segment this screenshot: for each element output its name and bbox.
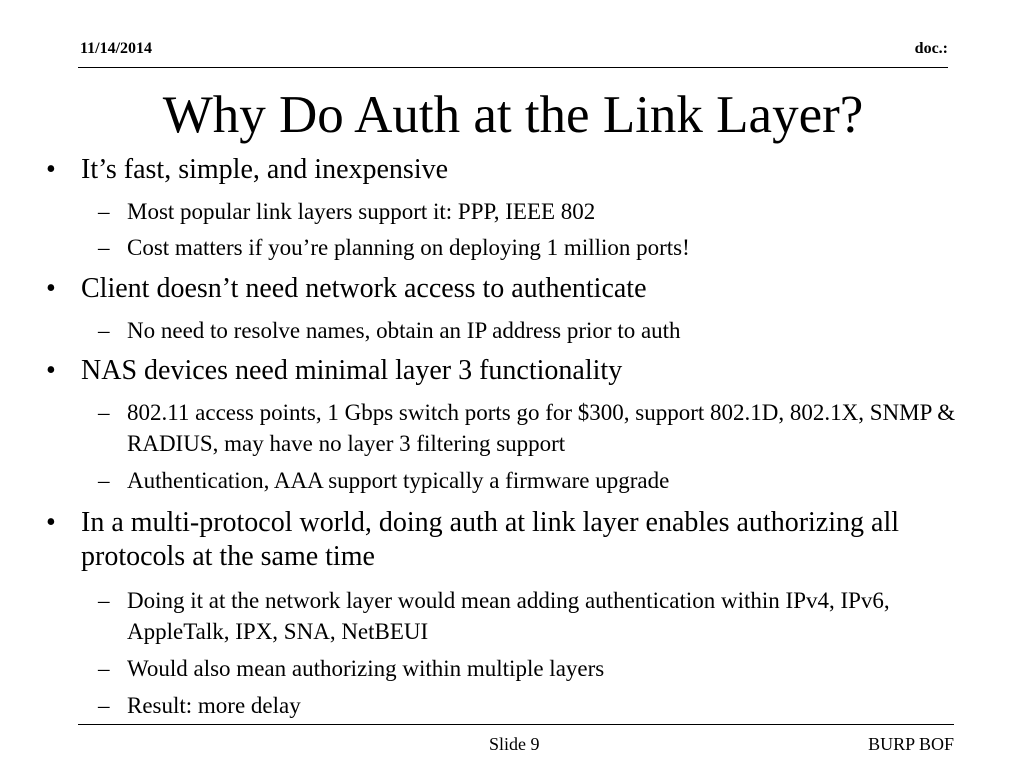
dash-icon: –: [98, 235, 110, 260]
bullet-4: [46, 506, 951, 574]
dash-icon: –: [98, 199, 110, 224]
bullet-dot-icon: •: [46, 154, 56, 185]
bullet-1-text: It’s fast, simple, and inexpensive: [81, 154, 449, 185]
dash-icon: –: [98, 468, 110, 493]
header-date: 11/14/2014: [80, 40, 153, 57]
sub-bullet-4-3-text: Result: more delay: [127, 693, 301, 718]
footer-divider: [78, 724, 954, 725]
bullet-4-text: In a multi-protocol world, doing auth at link layer enables authorizing all protocols at the same time: [81, 507, 900, 572]
bullet-dot-icon: •: [46, 355, 56, 386]
sub-bullet-3-1-text: 802.11 access points, 1 Gbps switch ports go for $300, support 802.1D, 802.1X, SNMP & RADIUS, may have no layer 3 filtering support: [127, 400, 956, 456]
sub-bullet-1-1: [98, 196, 957, 227]
bullet-3: [46, 354, 951, 388]
footer-author: BURP BOF: [868, 734, 954, 754]
sub-bullet-4-1-text: Doing it at the network layer would mean adding authentication within IPv4, IPv6, AppleTalk, IPX, SNA, NetBEUI: [127, 588, 890, 644]
sub-bullet-4-3: [98, 690, 957, 721]
sub-bullet-1-1-text: Most popular link layers support it: PPP, IEEE 802: [127, 199, 596, 224]
bullet-2-text: Client doesn’t need network access to authenticate: [81, 273, 647, 304]
sub-bullet-2-1-text: No need to resolve names, obtain an IP address prior to auth: [127, 318, 681, 343]
bullet-2: [46, 272, 951, 306]
dash-icon: –: [98, 318, 110, 343]
bullet-dot-icon: •: [46, 273, 56, 304]
dash-icon: –: [98, 400, 110, 425]
dash-icon: –: [98, 693, 110, 718]
footer-slide-number: Slide 9: [489, 734, 540, 754]
sub-bullet-2-1: [98, 315, 957, 346]
sub-bullet-4-2: [98, 653, 957, 684]
sub-bullet-4-1: [98, 585, 957, 647]
sub-bullet-1-2: [98, 232, 957, 263]
slide-title: Why Do Auth at the Link Layer?: [162, 86, 864, 144]
bullet-3-text: NAS devices need minimal layer 3 functionality: [81, 355, 623, 386]
sub-bullet-3-1: [98, 397, 957, 459]
sub-bullet-1-2-text: Cost matters if you’re planning on deploying 1 million ports!: [127, 235, 690, 260]
bullet-1: [46, 153, 951, 187]
sub-bullet-3-2-text: Authentication, AAA support typically a firmware upgrade: [127, 468, 670, 493]
header-doc-label: doc.:: [914, 40, 948, 57]
sub-bullet-4-2-text: Would also mean authorizing within multiple layers: [127, 656, 605, 681]
bullet-dot-icon: •: [46, 507, 56, 538]
dash-icon: –: [98, 588, 110, 613]
sub-bullet-3-2: [98, 465, 957, 496]
dash-icon: –: [98, 656, 110, 681]
